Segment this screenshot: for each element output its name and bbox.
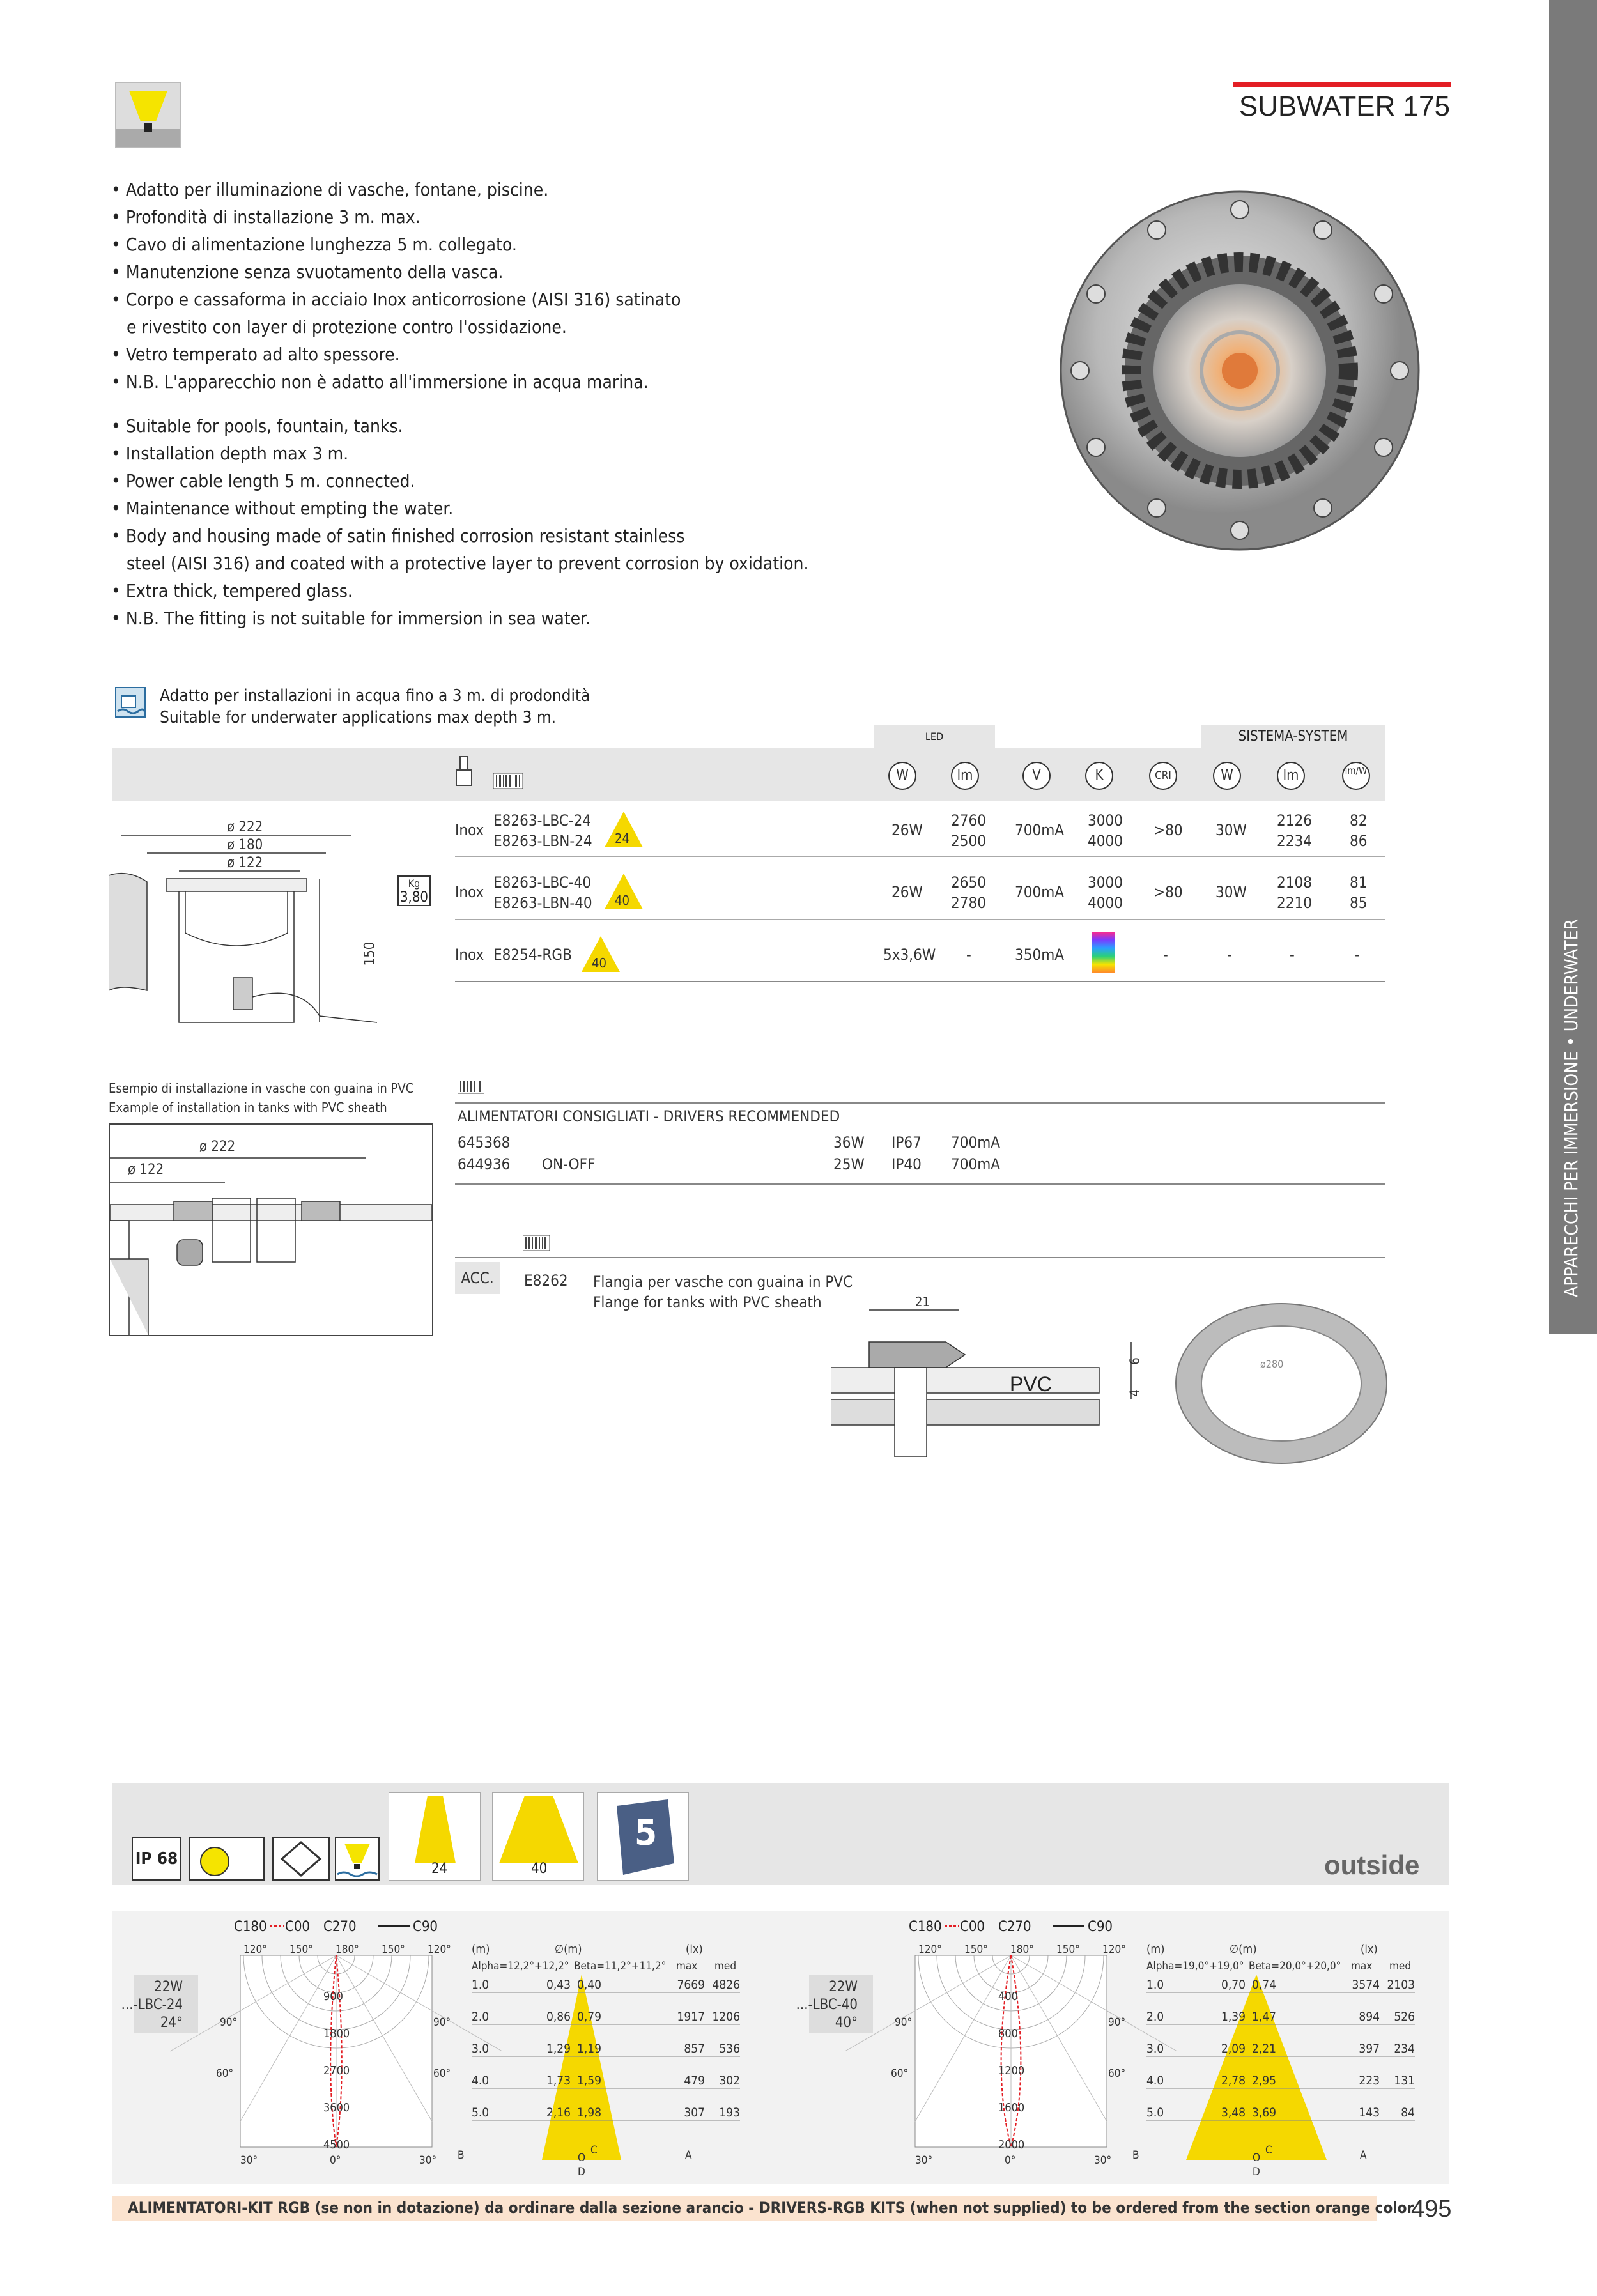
barcode-icon xyxy=(523,1235,550,1251)
system-group-label: SISTEMA-SYSTEM xyxy=(1201,725,1385,748)
info-text: ...-LBC-24 xyxy=(121,1997,183,2013)
legend-c270: C270 xyxy=(323,1919,357,1935)
beam-24-badge: 24 xyxy=(389,1792,481,1881)
cone-label: D xyxy=(1253,2166,1260,2178)
cone-label: B xyxy=(1132,2149,1139,2162)
downlight-icon xyxy=(116,83,180,147)
cone-max-lx: 3574 xyxy=(1352,1978,1380,1992)
led-group-label: LED xyxy=(874,725,995,748)
angle-label: 150° xyxy=(964,1943,988,1956)
ip-badge: IP 68 xyxy=(132,1837,181,1881)
angle-label: 120° xyxy=(1102,1943,1126,1956)
scale-label: 1200 xyxy=(998,2064,1025,2077)
cone-beta-diam: 0,79 xyxy=(577,2010,602,2024)
cone-max-lx: 479 xyxy=(684,2074,705,2088)
system-lumen-icon: lm xyxy=(1277,762,1305,790)
system-watt-icon: W xyxy=(1213,762,1241,790)
angle-label: 30° xyxy=(240,2154,258,2167)
cone-med-lx: 1206 xyxy=(712,2010,740,2024)
angle-label: 60° xyxy=(891,2067,909,2080)
immersion-icon xyxy=(335,1837,380,1881)
cone-d-header: ∅(m) xyxy=(1230,1943,1257,1956)
barcode-icon xyxy=(493,773,523,789)
cone-max-header: max xyxy=(676,1960,698,1973)
cone-max-lx: 397 xyxy=(1359,2042,1380,2056)
cone-med-header: med xyxy=(1389,1960,1412,1973)
cone-alpha-diam: 1,39 xyxy=(1221,2010,1246,2024)
angle-label: 120° xyxy=(243,1943,267,1956)
volt-icon: V xyxy=(1022,762,1051,790)
legend-c00: C00 xyxy=(285,1919,311,1935)
page-title: SUBWATER 175 xyxy=(1238,91,1450,122)
legend-c180: C180 xyxy=(234,1919,267,1935)
cone-max-header: max xyxy=(1351,1960,1373,1973)
cone-med-lx: 4826 xyxy=(712,1978,740,1992)
legend-c270: C270 xyxy=(998,1919,1031,1935)
cone-max-lx: 1917 xyxy=(677,2010,705,2024)
angle-label: 60° xyxy=(216,2067,234,2080)
footer-note: ALIMENTATORI-KIT RGB (se non in dotazione) da ordinare dalla sezione arancio - DRIVERS-RGB KITS (when not supplied) to be ordered from the section orange color xyxy=(128,2199,1414,2217)
scale-label: 800 xyxy=(998,2027,1018,2040)
beam-40-badge: 40 xyxy=(492,1792,584,1881)
install-example-caption: Esempio di installazione in vasche con guaina in PVC Example of installation in tanks with PVC sheath xyxy=(109,1081,414,1115)
angle-label: 0° xyxy=(1005,2154,1016,2167)
cone-alpha-diam: 2,09 xyxy=(1221,2042,1246,2056)
cone-beta: Beta=20,0°+20,0° xyxy=(1249,1960,1341,1973)
kelvin-icon: K xyxy=(1085,762,1113,790)
table-header-band xyxy=(112,748,1385,801)
cone-alpha-diam: 1,29 xyxy=(546,2042,571,2056)
flange-ring-photo xyxy=(1169,1297,1393,1470)
cone-alpha-diam: 2,16 xyxy=(546,2106,571,2120)
cone-beta-diam: 2,95 xyxy=(1252,2074,1277,2088)
cone-lx-header: (lx) xyxy=(1361,1943,1378,1956)
cone-alpha: Alpha=19,0°+19,0° xyxy=(1146,1960,1244,1973)
cone-beta-diam: 0,74 xyxy=(1252,1978,1277,1992)
angle-label: 30° xyxy=(1094,2154,1112,2167)
warranty-badge: 5 xyxy=(597,1792,689,1881)
legend-c90: C90 xyxy=(413,1919,438,1935)
dim-height: 150 xyxy=(362,941,378,966)
cone-distance: 1.0 xyxy=(1146,1978,1164,1992)
underwater-note: Adatto per installazioni in acqua fino a 3 m. di prodondità Suitable for underwater applications max depth 3 m. xyxy=(160,686,590,727)
cone-beta: Beta=11,2°+11,2° xyxy=(574,1960,667,1973)
cone-distance: 5.0 xyxy=(472,2106,490,2120)
side-tab: APPARECCHI PER IMMERSIONE • UNDERWATER xyxy=(1549,0,1597,1334)
info-text: 24° xyxy=(160,2015,183,2031)
cone-med-lx: 526 xyxy=(1394,2010,1415,2024)
cone-alpha-diam: 0,86 xyxy=(546,2010,571,2024)
cri-icon: CRI xyxy=(1149,762,1177,790)
angle-label: 30° xyxy=(419,2154,437,2167)
cone-beta-diam: 0,40 xyxy=(577,1978,602,1992)
cone-label: C xyxy=(590,2144,598,2157)
angle-label: 150° xyxy=(289,1943,313,1956)
cone-distance: 2.0 xyxy=(472,2010,490,2024)
scale-label: 1600 xyxy=(998,2101,1025,2115)
cone-label: O xyxy=(578,2152,586,2164)
install-example-drawing: ø 222 ø 122 xyxy=(109,1123,433,1336)
angle-label: 90° xyxy=(220,2016,238,2029)
info-text: 22W xyxy=(154,1979,183,1995)
scale-label: 3600 xyxy=(323,2101,350,2115)
scale-label: 2700 xyxy=(323,2064,350,2077)
accessory-description: Flangia per vasche con guaina in PVC Flange for tanks with PVC sheath xyxy=(593,1273,853,1311)
cone-beta-diam: 2,21 xyxy=(1252,2042,1277,2056)
efficacy-icon: lm/W xyxy=(1342,762,1370,790)
flange-ring-label: ø280 xyxy=(1260,1358,1284,1370)
angle-label: 0° xyxy=(330,2154,341,2167)
lumen-icon: lm xyxy=(951,762,979,790)
cone-med-lx: 84 xyxy=(1401,2106,1415,2120)
scale-label: 4500 xyxy=(323,2138,350,2152)
class-icon xyxy=(189,1837,265,1881)
cone-label: C xyxy=(1265,2144,1272,2157)
barcode-icon xyxy=(458,1079,484,1094)
brand-logo: outside xyxy=(1324,1850,1420,1880)
cone-d-header: ∅(m) xyxy=(555,1943,582,1956)
scale-label: 2000 xyxy=(998,2138,1025,2152)
cone-label: A xyxy=(685,2149,692,2162)
cone-distance: 3.0 xyxy=(472,2042,490,2056)
cone-beta-diam: 1,19 xyxy=(577,2042,602,2056)
cone-alpha-diam: 0,43 xyxy=(546,1978,571,1992)
cone-beta-diam: 1,47 xyxy=(1252,2010,1277,2024)
accessory-dim: 21 xyxy=(915,1294,930,1309)
cone-label: A xyxy=(1360,2149,1367,2162)
cone-alpha: Alpha=12,2°+12,2° xyxy=(472,1960,569,1973)
cone-med-lx: 302 xyxy=(719,2074,740,2088)
material-icon xyxy=(455,756,473,787)
cone-max-lx: 143 xyxy=(1359,2106,1380,2120)
dim-d1: ø 222 xyxy=(227,819,263,835)
cone-max-lx: 307 xyxy=(684,2106,705,2120)
cone-lx-header: (lx) xyxy=(686,1943,703,1956)
cone-med-lx: 193 xyxy=(719,2106,740,2120)
legend-c00: C00 xyxy=(960,1919,985,1935)
cone-beta-diam: 1,98 xyxy=(577,2106,602,2120)
description-it: • Adatto per illuminazione di vasche, fontane, piscine. • Profondità di installazione 3 m. max. • Cavo di alimentazione lunghezza 5 m. collegato. • Manutenzione senza svuotamento della vasca. • Corpo e cassaforma in acciaio Inox anticorrosione (AISI 316) satinato e rivestito con layer di protezione contro l'ossidazione. • Vetro temperato ad alto spessore. • N.B. L'apparecchio non è adatto all'immersione in acqua marina. xyxy=(111,179,681,392)
info-text: ...-LBC-40 xyxy=(796,1997,858,2013)
cone-distance: 4.0 xyxy=(1146,2074,1164,2088)
description-en: • Suitable for pools, fountain, tanks. • Installation depth max 3 m. • Power cable length 5 m. connected. • Maintenance without empting the water. • Body and housing made of satin finished corrosion resistant stainless steel (AISI 316) and coated with a protective layer to prevent corrosion by oxidation. • Extra thick, tempered glass. • N.B. The fitting is not suitable for immersion in sea water. xyxy=(111,415,809,629)
dim-d2: ø 180 xyxy=(227,837,263,853)
accessory-label: ACC. xyxy=(455,1262,500,1294)
cone-distance: 3.0 xyxy=(1146,2042,1164,2056)
scale-label: 400 xyxy=(998,1990,1018,2003)
cone-max-lx: 223 xyxy=(1359,2074,1380,2088)
cone-med-lx: 234 xyxy=(1394,2042,1415,2056)
cone-label: O xyxy=(1253,2152,1261,2164)
cone-m-header: (m) xyxy=(472,1943,490,1956)
cone-distance: 2.0 xyxy=(1146,2010,1164,2024)
angle-label: 120° xyxy=(428,1943,451,1956)
cone-max-lx: 857 xyxy=(684,2042,705,2056)
cone-max-lx: 894 xyxy=(1359,2010,1380,2024)
cone-beta-diam: 3,69 xyxy=(1252,2106,1277,2120)
angle-label: 180° xyxy=(336,1943,359,1956)
info-text: 40° xyxy=(835,2015,858,2031)
cone-alpha-diam: 1,73 xyxy=(546,2074,571,2088)
cone-distance: 1.0 xyxy=(472,1978,490,1992)
dimension-drawing xyxy=(109,831,396,1048)
cone-med-lx: 131 xyxy=(1394,2074,1415,2088)
photometry-charts xyxy=(112,1911,1449,2184)
angle-label: 150° xyxy=(1056,1943,1080,1956)
cone-alpha-diam: 0,70 xyxy=(1221,1978,1246,1992)
category-icon xyxy=(115,82,181,148)
pvc-label: PVC xyxy=(1010,1373,1052,1396)
page-number: 495 xyxy=(1411,2196,1452,2223)
cone-med-lx: 2103 xyxy=(1387,1978,1415,1992)
angle-label: 90° xyxy=(1108,2016,1126,2029)
product-photo xyxy=(1054,185,1425,556)
cone-distance: 4.0 xyxy=(472,2074,490,2088)
cone-beta-diam: 1,59 xyxy=(577,2074,602,2088)
scale-label: 1800 xyxy=(323,2027,350,2040)
light-cone xyxy=(542,1975,621,2160)
cone-med-header: med xyxy=(714,1960,737,1973)
angle-label: 120° xyxy=(918,1943,942,1956)
insulation-icon xyxy=(272,1837,330,1881)
weight-badge: Kg 3,80 xyxy=(397,875,431,906)
cone-distance: 5.0 xyxy=(1146,2106,1164,2120)
cone-med-lx: 536 xyxy=(719,2042,740,2056)
light-cone xyxy=(1186,1975,1327,2160)
angle-label: 90° xyxy=(433,2016,451,2029)
cone-max-lx: 7669 xyxy=(677,1978,705,1992)
cone-label: B xyxy=(458,2149,465,2162)
cone-m-header: (m) xyxy=(1146,1943,1165,1956)
info-text: 22W xyxy=(829,1979,858,1995)
legend-c90: C90 xyxy=(1088,1919,1113,1935)
drivers-title: ALIMENTATORI CONSIGLIATI - DRIVERS RECOMMENDED xyxy=(458,1107,840,1125)
flange-drawing xyxy=(831,1304,1138,1457)
title-rule xyxy=(1233,82,1451,87)
underwater-icon xyxy=(115,687,146,718)
cone-alpha-diam: 3,48 xyxy=(1221,2106,1246,2120)
angle-label: 180° xyxy=(1010,1943,1034,1956)
angle-label: 60° xyxy=(433,2067,451,2080)
accessory-code: E8262 xyxy=(524,1272,568,1290)
watt-icon: W xyxy=(888,762,916,790)
angle-label: 60° xyxy=(1108,2067,1126,2080)
legend-c180: C180 xyxy=(909,1919,942,1935)
cone-alpha-diam: 2,78 xyxy=(1221,2074,1246,2088)
angle-label: 90° xyxy=(895,2016,913,2029)
rgb-icon xyxy=(1092,932,1115,973)
angle-label: 30° xyxy=(915,2154,933,2167)
scale-label: 900 xyxy=(323,1990,343,2003)
cone-label: D xyxy=(578,2166,585,2178)
angle-label: 150° xyxy=(382,1943,405,1956)
dim-d3: ø 122 xyxy=(227,855,263,871)
